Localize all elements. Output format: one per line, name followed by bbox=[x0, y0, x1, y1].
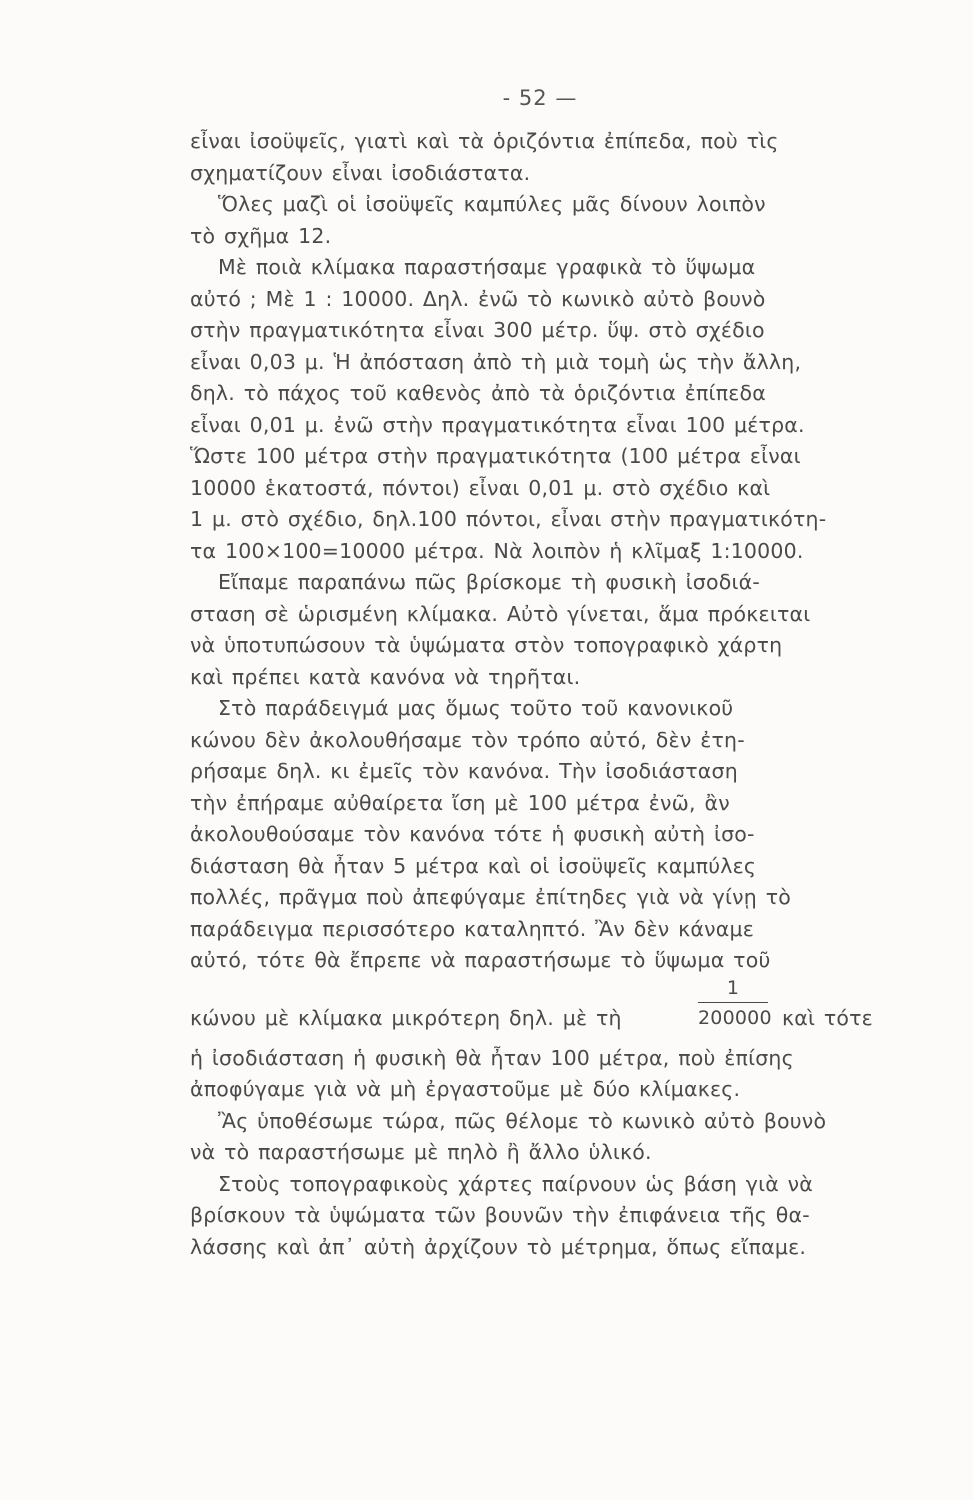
fraction bbox=[698, 976, 772, 1029]
paragraph-8 bbox=[190, 1106, 902, 1169]
text-line: ἀποφύγαμε γιὰ νὰ μὴ ἐργαστοῦμε μὲ δύο κλίμακες. bbox=[190, 1077, 741, 1101]
fraction-numerator: 1 bbox=[698, 977, 768, 1003]
text-line: καὶ πρέπει κατὰ κανόνα νὰ τηρῆται. bbox=[190, 664, 581, 689]
text-line: Εἴπαμε παραπάνω πῶς βρίσκομε τὴ φυσικὴ ἰσοδιά- bbox=[218, 570, 760, 594]
text-line: κώνου δὲν ἀκολουθήσαμε τὸν τρόπο αὐτό, δὲν ἐτη- bbox=[190, 727, 745, 752]
text-line: πολλές, πρᾶγμα ποὺ ἀπεφύγαμε ἐπίτηδες γιὰ νὰ γίνῃ τὸ bbox=[190, 885, 791, 909]
text-line: αὐτό, τότε θὰ ἔπρεπε νὰ παραστήσωμε τὸ ὕψωμα τοῦ bbox=[190, 948, 771, 972]
fraction-line-after: καὶ τότε bbox=[782, 1005, 873, 1030]
text-line: ἡ ἰσοδιάσταση ἡ φυσικὴ θὰ ἦταν 100 μέτρα, ποὺ ἐπίσης bbox=[190, 1045, 794, 1070]
text-line: τα 100×100=10000 μέτρα. Νὰ λοιπὸν ἡ κλῖμαξ 1:10000. bbox=[190, 538, 804, 563]
text-line: Ὥστε 100 μέτρα στὴν πραγματικότητα (100 μέτρα εἶναι bbox=[190, 444, 801, 468]
text-line: σχηματίζουν εἶναι ἰσοδιάστατα. bbox=[190, 160, 531, 185]
text-line: παράδειγμα περισσότερο καταληπτό. Ἂν δὲν κάναμε bbox=[190, 916, 755, 941]
paragraph-4 bbox=[190, 441, 902, 567]
paragraph-7 bbox=[190, 1043, 902, 1106]
text-line: εἶναι 0,01 μ. ἐνῶ στὴν πραγματικότητα εἶναι 100 μέτρα. bbox=[190, 412, 805, 437]
text-line: Στοὺς τοπογραφικοὺς χάρτες παίρνουν ὡς βάση γιὰ νὰ bbox=[218, 1171, 814, 1196]
text-line: διάσταση θὰ ἦταν 5 μέτρα καὶ οἱ ἰσοϋψεῖς καμπύλες bbox=[190, 853, 757, 878]
fraction-line bbox=[190, 977, 902, 1043]
text-line: νὰ τὸ παραστήσωμε μὲ πηλὸ ἢ ἄλλο ὑλικό. bbox=[190, 1140, 652, 1164]
page-number: - 52 — bbox=[502, 86, 578, 110]
text-line: Στὸ παράδειγμά μας ὅμως τοῦτο τοῦ κανονικοῦ bbox=[218, 696, 734, 720]
text-line: Μὲ ποιὰ κλίμακα παραστήσαμε γραφικὰ τὸ ὕψωμα bbox=[218, 255, 756, 279]
text-line: ἀκολουθούσαμε τὸν κανόνα τότε ἡ φυσικὴ αὐτὴ ἰσο- bbox=[190, 822, 755, 846]
paragraph-1 bbox=[190, 126, 902, 189]
text-line: Ἂς ὑποθέσωμε τώρα, πῶς θέλομε τὸ κωνικὸ αὐτὸ βουνὸ bbox=[218, 1108, 827, 1133]
text-line: εἶναι 0,03 μ. Ἡ ἀπόσταση ἀπὸ τὴ μιὰ τομὴ ὡς τὴν ἄλλη, bbox=[190, 349, 802, 374]
text-line: τὴν ἐπήραμε αὐθαίρετα ἴση μὲ 100 μέτρα ἐνῶ, ἂν bbox=[190, 790, 730, 815]
page-text bbox=[190, 126, 902, 1263]
paragraph-6 bbox=[190, 693, 902, 977]
fraction-denominator: 200000 bbox=[698, 1006, 772, 1029]
text-line: σταση σὲ ὡρισμένη κλίμακα. Αὐτὸ γίνεται, ἅμα πρόκειται bbox=[190, 601, 811, 626]
text-line: τὸ σχῆμα 12. bbox=[190, 223, 332, 248]
paragraph-3 bbox=[190, 252, 902, 441]
paragraph-9 bbox=[190, 1169, 902, 1264]
text-line: δηλ. τὸ πάχος τοῦ καθενὸς ἀπὸ τὰ ὁριζόντια ἐπίπεδα bbox=[190, 381, 766, 405]
text-line: 10000 ἑκατοστά, πόντοι) εἶναι 0,01 μ. στὸ σχέδιο καὶ bbox=[190, 475, 771, 500]
text-line: 1 μ. στὸ σχέδιο, δηλ.100 πόντοι, εἶναι στὴν πραγματικότη- bbox=[190, 507, 827, 531]
text-line: βρίσκουν τὰ ὑψώματα τῶν βουνῶν τὴν ἐπιφάνεια τῆς θα- bbox=[190, 1203, 810, 1227]
text-line: στὴν πραγματικότητα εἶναι 300 μέτρ. ὕψ. στὸ σχέδιο bbox=[190, 318, 765, 342]
text-line: Ὅλες μαζὶ οἱ ἰσοϋψεῖς καμπύλες μᾶς δίνουν λοιπὸν bbox=[218, 192, 766, 216]
fraction-line-before: κώνου μὲ κλίμακα μικρότερη δηλ. μὲ τὴ bbox=[190, 1005, 622, 1030]
text-line: ρήσαμε δηλ. κι ἐμεῖς τὸν κανόνα. Τὴν ἰσοδιάσταση bbox=[190, 759, 738, 783]
paragraph-2 bbox=[190, 189, 902, 252]
text-line: νὰ ὑποτυπώσουν τὰ ὑψώματα στὸν τοπογραφικὸ χάρτη bbox=[190, 633, 783, 657]
text-line: εἶναι ἰσοϋψεῖς, γιατὶ καὶ τὰ ὁριζόντια ἐπίπεδα, ποὺ τὶς bbox=[190, 129, 779, 153]
text-line: λάσσης καὶ ἀπ᾿ αὐτὴ ἀρχίζουν τὸ μέτρημα, ὅπως εἴπαμε. bbox=[190, 1234, 807, 1259]
paragraph-5 bbox=[190, 567, 902, 693]
text-line: αὐτό ; Μὲ 1 : 10000. Δηλ. ἐνῶ τὸ κωνικὸ αὐτὸ βουνὸ bbox=[190, 286, 766, 311]
